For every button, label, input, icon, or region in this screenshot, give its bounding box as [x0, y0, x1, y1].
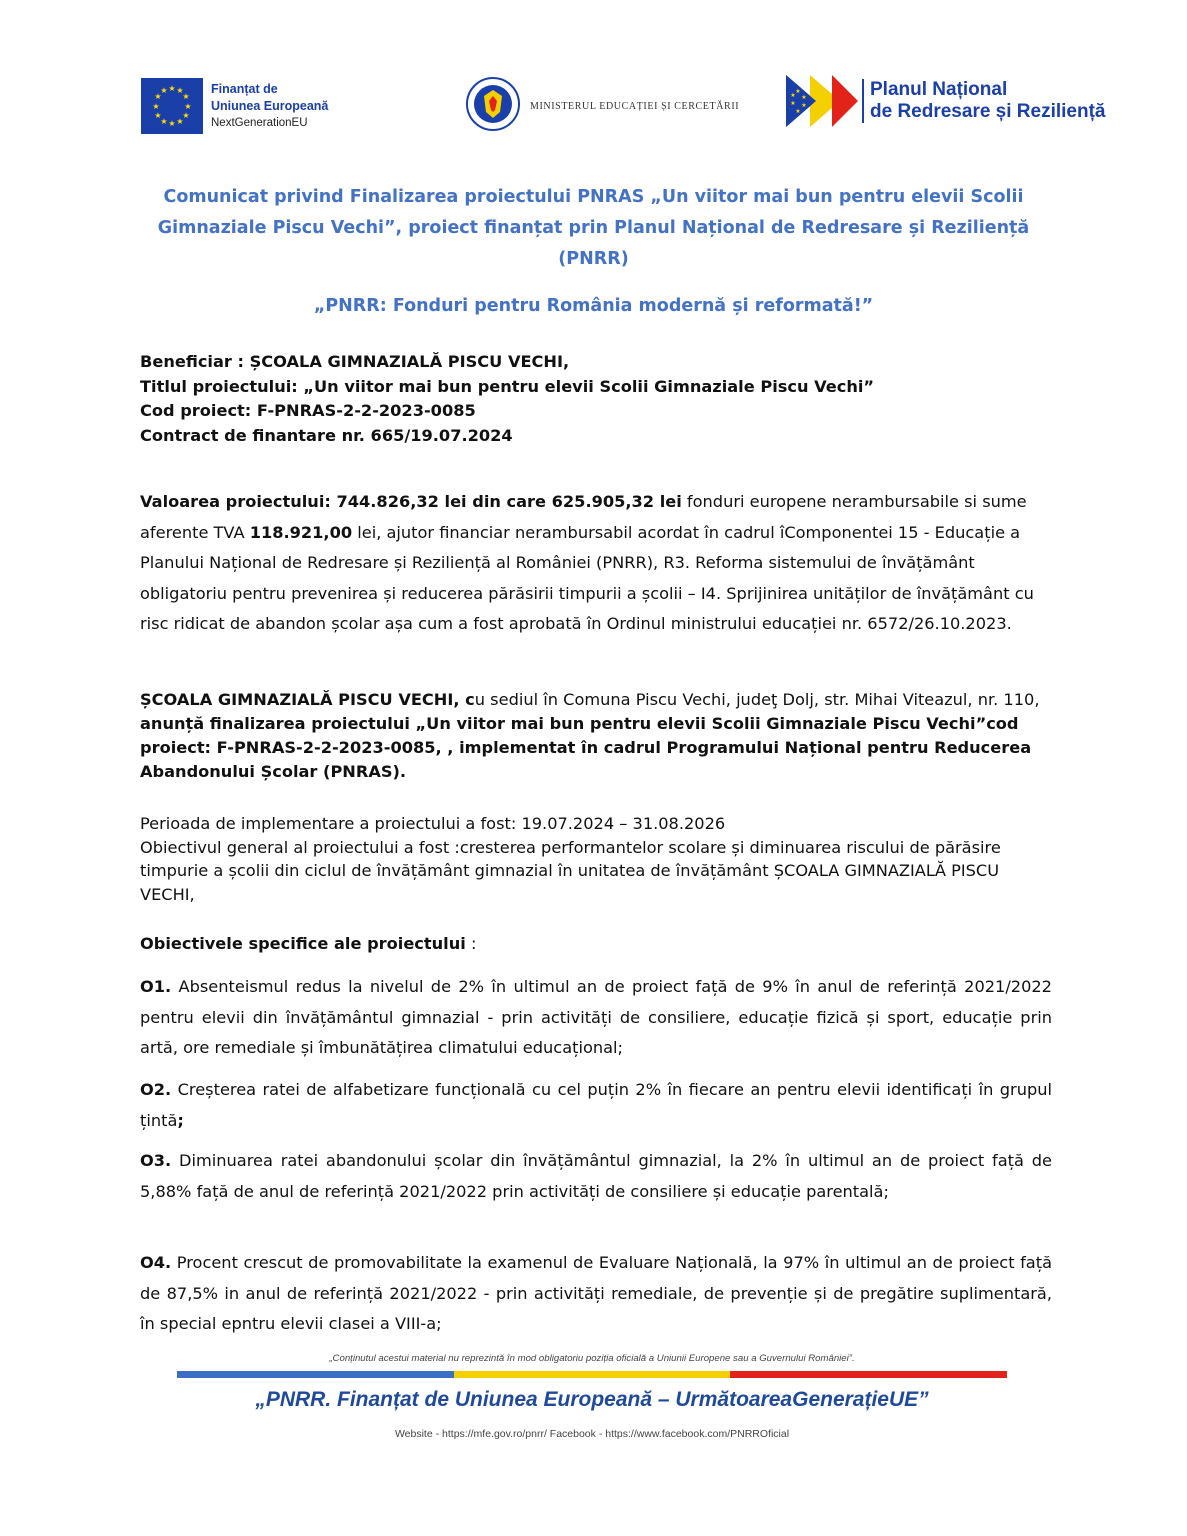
- ministry-logo: [464, 74, 739, 138]
- objective-item: [140, 1248, 1052, 1340]
- svg-text:★: ★: [176, 86, 184, 95]
- svg-text:★: ★: [154, 111, 162, 120]
- svg-text:★: ★: [184, 102, 192, 111]
- eu-logo-line1: Finanțat de: [211, 81, 278, 96]
- pnrr-logo: [786, 75, 1106, 127]
- eu-funding-logo: [141, 78, 328, 134]
- ministry-name: MINISTERUL EDUCAȚIEI ȘI CERCETĂRII: [530, 100, 740, 112]
- objective-code: O3.: [140, 1151, 172, 1170]
- objective-text: Diminuarea ratei abandonului școlar din învățământul gimnazial, la 2% în ultimul an de proiect față de 5,88% față de anul de referință 2021/2022 prin activități de consiliere și educație parentală;: [140, 1151, 1052, 1201]
- eu-logo-line3: NextGenerationEU: [211, 116, 308, 129]
- svg-text:★: ★: [168, 84, 176, 93]
- svg-text:★: ★: [790, 100, 796, 107]
- value-part1: fonduri europene nerambursabile si sume aferente TVA: [140, 492, 1027, 542]
- eu-flag-icon: [141, 78, 203, 134]
- pnrr-logo-line1: Planul Național: [870, 79, 1008, 100]
- project-value-paragraph: [140, 487, 1052, 640]
- pnrr-arrows-icon: [786, 75, 858, 127]
- objectives-heading-text: Obiectivele specifice ale proiectului: [140, 934, 466, 953]
- stripe-blue: [177, 1371, 454, 1378]
- objective-code: O2.: [140, 1080, 172, 1099]
- objective-text: Absenteismul redus la nivelul de 2% în ultimul an de proiect față de 9% în anul de referință 2021/2022 pentru elevii din învățământul gimnazial - prin activități de consiliere, educație fizică și sport, educație prin artă, ore remediale și îmbunătățirea climatului educațional;: [140, 977, 1052, 1057]
- svg-text:★: ★: [176, 117, 184, 126]
- objective-code: O4.: [140, 1253, 172, 1272]
- svg-text:★: ★: [801, 94, 807, 101]
- document-title: Comunicat privind Finalizarea proiectului PNRAS „Un viitor mai bun pentru elevii Scolii Gimnaziale Piscu Vechi”, proiect finanțat prin Planul Național de Redresare și Reziliență (PNRR): [157, 187, 1030, 269]
- pnrr-logo-text: [862, 79, 1106, 123]
- announcement-text: anunță finalizarea proiectului „Un viitor mai bun pentru elevii Scolii Gimnaziale Piscu Vechi”cod proiect: F-PNRAS-2-2-2023-0085, , implementat în cadrul Programului Național pentru Reducerea Abandonului Școlar (PNRAS).: [140, 714, 1032, 781]
- objective-item: [140, 1075, 1052, 1136]
- announcement-address: u sediul în Comuna Piscu Vechi, judeţ Dolj, str. Mihai Viteazul, nr. 110,: [474, 690, 1040, 709]
- romania-coat-of-arms-icon: [464, 74, 522, 138]
- stripe-red: [730, 1371, 1007, 1378]
- pnrr-logo-line2: de Redresare și Reziliență: [870, 101, 1106, 122]
- svg-text:★: ★: [801, 102, 807, 109]
- beneficiary-line: Beneficiar : ȘCOALA GIMNAZIALĂ PISCU VECHI,: [140, 352, 570, 371]
- svg-text:★: ★: [182, 92, 190, 101]
- objectives-heading-tail: :: [465, 934, 477, 953]
- objectives-heading: [140, 932, 1052, 956]
- svg-text:★: ★: [790, 92, 796, 99]
- svg-text:★: ★: [795, 108, 801, 115]
- announcement-school: ȘCOALA GIMNAZIALĂ PISCU VECHI, c: [140, 690, 475, 709]
- objective-tail: ;: [177, 1110, 184, 1130]
- value-tva: 118.921,00: [249, 522, 353, 542]
- svg-text:★: ★: [182, 111, 190, 120]
- objective-code: O1.: [140, 977, 172, 996]
- objective-text: Creșterea ratei de alfabetizare funcțională cu cel puțin 2% în fiecare an pentru elevii identificați în grupul țintă: [140, 1080, 1052, 1130]
- objective-item: [140, 1146, 1052, 1207]
- footer-links: Website - https://mfe.gov.ro/pnrr/ Facebook - https://www.facebook.com/PNRROficial: [394, 1428, 790, 1440]
- contract-line: Contract de finantare nr. 665/19.07.2024: [140, 425, 513, 445]
- svg-text:★: ★: [168, 119, 176, 128]
- svg-text:★: ★: [795, 88, 801, 95]
- project-code-line: Cod proiect: F-PNRAS-2-2-2023-0085: [140, 401, 476, 420]
- svg-text:★: ★: [160, 86, 168, 95]
- footer-slogan: „PNRR. Finanțat de Uniunea Europeană – UrmătoareaGenerațieUE”: [255, 1388, 929, 1411]
- svg-text:★: ★: [152, 102, 160, 111]
- stripe-yellow: [454, 1371, 731, 1378]
- project-info: [140, 350, 1052, 448]
- period-paragraph: [140, 812, 1052, 906]
- footer-color-stripe: [177, 1371, 1007, 1378]
- svg-text:★: ★: [160, 117, 168, 126]
- implementation-period: Perioada de implementare a proiectului a fost: 19.07.2024 – 31.08.2026: [140, 814, 726, 833]
- project-title-line: Titlul proiectului: „Un viitor mai bun pentru elevii Scolii Gimnaziale Piscu Vechi”: [140, 376, 875, 396]
- value-part2: lei, ajutor financiar nerambursabil acordat în cadrul îComponentei 15 - Educație a Planului Național de Redresare și Reziliență al României (PNRR), R3. Reforma sistemului de învățământ obligatoriu pentru prevenirea și reducerea părăsirii timpurii a școlii – I4. Sprijinirea unităților de învățământ cu risc ridicat de abandon școlar așa cum a fost aprobată în Ordinul ministrului educației nr. 6572/26.10.2023.: [140, 522, 1034, 633]
- eu-logo-line2: Uniunea Europeană: [211, 98, 329, 113]
- value-lead: Valoarea proiectului: 744.826,32 lei din care 625.905,32 lei: [140, 492, 682, 511]
- svg-text:★: ★: [154, 92, 162, 101]
- objective-text: Procent crescut de promovabilitate la examenul de Evaluare Națională, la 97% în ultimul an de proiect față de 87,5% in anul de referință 2021/2022 - prin activități remediale, de prevenție și de pregătire suplimentară, în special epntru elevii clasei a VIII-a;: [140, 1253, 1052, 1333]
- document-subtitle: „PNRR: Fonduri pentru România modernă și reformată!”: [313, 296, 874, 316]
- eu-logo-text: [211, 81, 328, 132]
- general-objective: Obiectivul general al proiectului a fost :cresterea performantelor scolare și diminuarea riscului de părăsire timpurie a școlii din ciclul de învățământ gimnazial în unitatea de învățământ ȘCOALA GIMNAZIALĂ PISCU VECHI,: [140, 837, 1001, 904]
- announcement-paragraph: [140, 688, 1052, 784]
- objective-item: [140, 972, 1052, 1064]
- footer-disclaimer: „Conținutul acestui material nu reprezintă în mod obligatoriu poziția oficială a Uniunii Europene sau a Guvernului României”.: [329, 1353, 855, 1364]
